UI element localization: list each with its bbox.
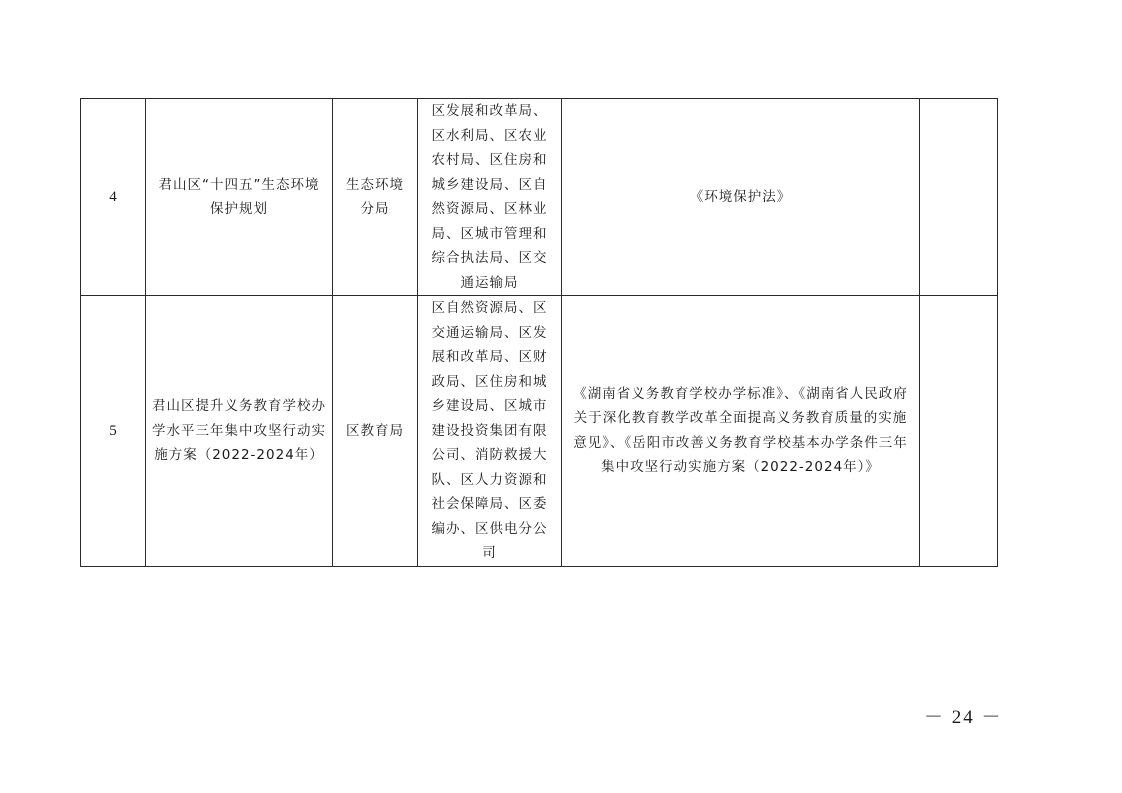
lead-department: 生态环境分局 <box>333 99 418 296</box>
project-name: 君山区提升义务教育学校办学水平三年集中攻坚行动实施方案（2022-2024年） <box>146 296 333 567</box>
project-table <box>80 98 998 567</box>
legal-basis: 《环境保护法》 <box>562 99 920 296</box>
table-row <box>81 99 998 296</box>
legal-basis: 《湖南省义务教育学校办学标准》、《湖南省人民政府关于深化教育教学改革全面提高义务教育质量的实施意见》、《岳阳市改善义务教育学校基本办学条件三年集中攻坚行动实施方案（2022-2024年）》 <box>562 296 920 567</box>
table-row <box>81 296 998 567</box>
project-name: 君山区“十四五”生态环境保护规划 <box>146 99 333 296</box>
remark-cell <box>920 296 998 567</box>
row-number: 4 <box>81 99 146 296</box>
cooperating-departments: 区自然资源局、区交通运输局、区发展和改革局、区财政局、区住房和城乡建设局、区城市建设投资集团有限公司、消防救援大队、区人力资源和社会保障局、区委编办、区供电分公司 <box>418 296 562 567</box>
page-number: － 24 － <box>924 707 1003 728</box>
lead-department: 区教育局 <box>333 296 418 567</box>
row-number: 5 <box>81 296 146 567</box>
cooperating-departments: 区发展和改革局、区水利局、区农业农村局、区住房和城乡建设局、区自然资源局、区林业局、区城市管理和综合执法局、区交通运输局 <box>418 99 562 296</box>
remark-cell <box>920 99 998 296</box>
